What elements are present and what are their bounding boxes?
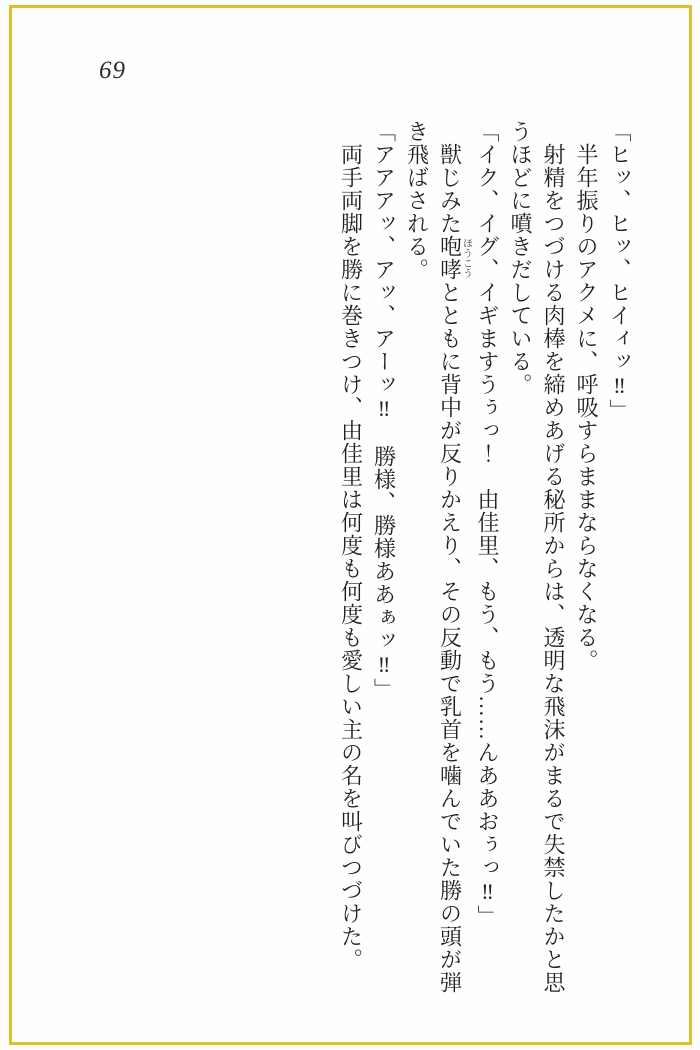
vertical-text-block (335, 120, 637, 998)
paragraph: 「ヒッ、ヒッ、ヒイィッ‼」 (607, 120, 632, 422)
paragraph: 獣じみた咆哮ほうこうとともに背中が反りかえり、その反動で乳首を噛んでいた勝の頭が弾き飛ばされる。 (404, 120, 472, 994)
furigana-term: 咆哮ほうこう (437, 235, 472, 281)
paragraph: 両手両脚を勝に巻きつけ、由佳里は何度も何度も愛しい主の名を叫びつづけた。 (338, 143, 364, 971)
page-number: 69 (99, 57, 126, 84)
paragraph: 「アアアッ、アッ、アーッ‼ 勝様、勝様ああぁッ‼」 (371, 120, 397, 701)
paragraph: 射精をつづける肉棒を締めあげる秘所からは、透明な飛沫がまるで失禁したかと思うほどに噴きだしている。 (508, 120, 566, 994)
paragraph: 半年振りのアクメに、呼吸すらままならなくなる。 (574, 143, 599, 672)
furigana-reading: ほうこう (460, 235, 472, 281)
paragraph: 「イク、イグ、イギますうぅっ！ 由佳里、もう、もう……んああおぅっ‼」 (475, 120, 500, 928)
